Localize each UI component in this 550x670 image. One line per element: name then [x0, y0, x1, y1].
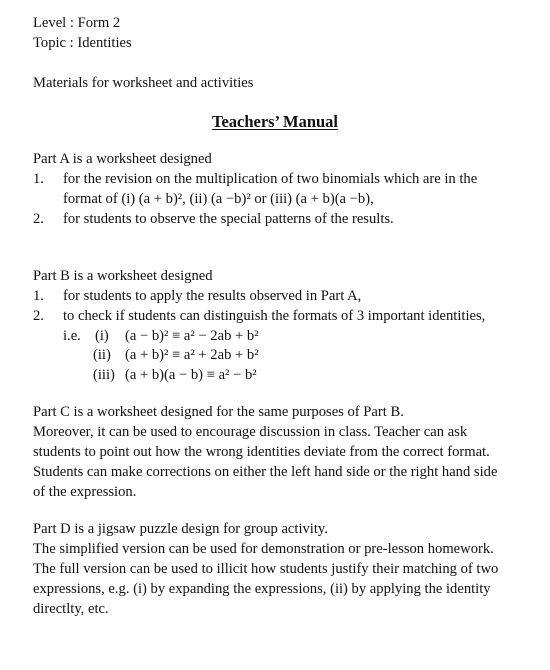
part-a-item-1-number: 1. [33, 171, 44, 187]
level-text: Level : Form 2 [33, 15, 121, 31]
part-d-line-3: The full version can be used to illicit how students justify their matching of two [33, 561, 499, 577]
part-a-item-2-line-1: for students to observe the special patterns of the results. [63, 211, 394, 227]
materials-text: Materials for worksheet and activities [33, 75, 254, 91]
identity-2-label: (ii) [93, 347, 111, 363]
part-a-item-2-number: 2. [33, 211, 44, 227]
topic-text: Topic : Identities [33, 35, 132, 51]
identity-2-expression: (a + b)² ≡ a² + 2ab + b² [125, 347, 259, 363]
identity-3-label: (iii) [93, 367, 115, 383]
part-b-item-1-line-1: for students to apply the results observed in Part A, [63, 288, 362, 304]
part-c-line-1: Part C is a worksheet designed for the same purposes of Part B. [33, 404, 404, 420]
part-b-intro: Part B is a worksheet designed [33, 268, 213, 284]
identity-3-expression: (a + b)(a − b) ≡ a² − b² [125, 367, 257, 383]
identity-1-label: (i) [95, 328, 109, 344]
part-b-item-2-number: 2. [33, 308, 44, 324]
part-d-line-4: expressions, e.g. (i) by expanding the expressions, (ii) by applying the identity [33, 581, 491, 597]
part-a-intro: Part A is a worksheet designed [33, 151, 212, 167]
part-a-item-1-line-2: format of (i) (a + b)², (ii) (a −b)² or (iii) (a + b)(a −b), [63, 191, 374, 207]
part-b-item-2-line-1: to check if students can distinguish the formats of 3 important identities, [63, 308, 486, 324]
identity-1-expression: (a − b)² ≡ a² − 2ab + b² [125, 328, 259, 344]
part-d-line-2: The simplified version can be used for demonstration or pre-lesson homework. [33, 541, 494, 557]
part-c-line-4: Students can make corrections on either the left hand side or the right hand side [33, 464, 498, 480]
part-a-item-1-line-1: for the revision on the multiplication of two binomials which are in the [63, 171, 478, 187]
part-d-line-1: Part D is a jigsaw puzzle design for group activity. [33, 521, 328, 537]
ie-label: i.e. [63, 328, 81, 344]
part-c-line-5: of the expression. [33, 484, 137, 500]
part-d-line-5: directlty, etc. [33, 601, 109, 617]
part-c-line-2: Moreover, it can be used to encourage discussion in class. Teacher can ask [33, 424, 468, 440]
part-b-item-1-number: 1. [33, 288, 44, 304]
page-title: Teachers’ Manual [211, 112, 339, 131]
part-c-line-3: students to point out how the wrong identities deviate from the correct format. [33, 444, 490, 460]
